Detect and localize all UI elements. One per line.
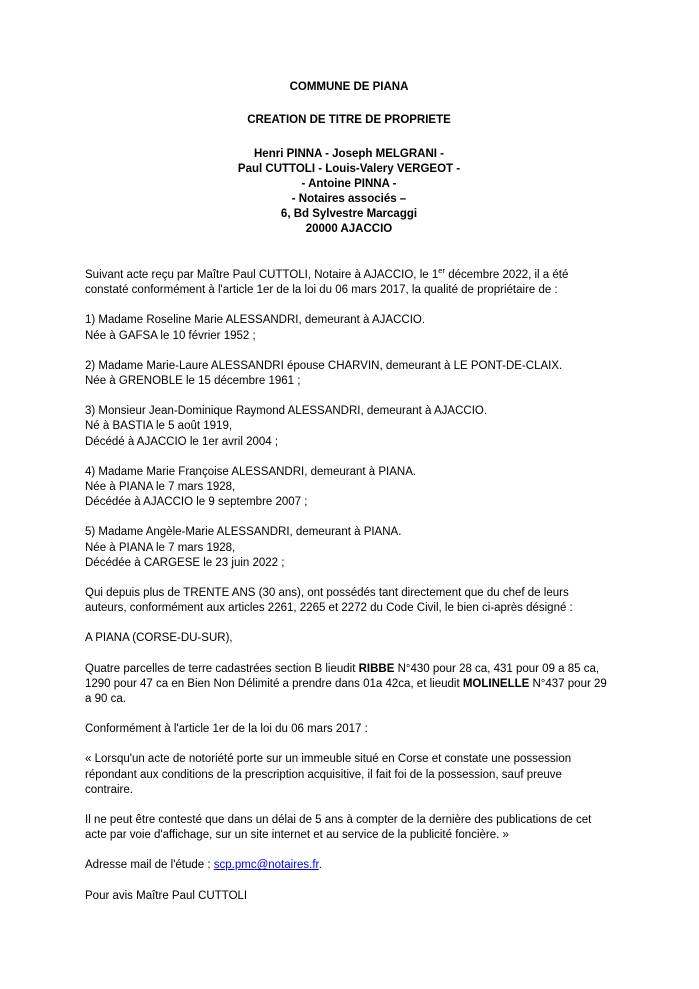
email-suffix: . <box>318 859 322 872</box>
notary-address-street: 6, Bd Sylvestre Marcaggi <box>280 208 418 220</box>
owner-death-line: Décédé à AJACCIO le 1er avril 2004 ; <box>85 435 279 448</box>
intro-part-1: Suivant acte reçu par Maître Paul CUTTOLI, Notaire à AJACCIO, le 1 <box>85 269 439 281</box>
owner-birth-line: Née à PIANA le 7 mars 1928, <box>85 481 236 494</box>
notary-office-block <box>85 128 613 237</box>
intro-part-2: décembre 2022, il a été constaté conformément à l'article 1er de la loi du 06 mars 2017, la qualité de propriétaire de : <box>85 269 569 297</box>
owner-birth-line: Née à GAFSA le 10 février 1952 ; <box>85 329 256 342</box>
parcels-paragraph <box>85 662 613 708</box>
owner-birth-line: Né à BASTIA le 5 août 1919, <box>85 420 233 433</box>
owner-entry <box>85 525 613 571</box>
notary-address-city: 20000 AJACCIO <box>305 223 393 235</box>
locality-name-molinelle: MOLINELLE <box>462 677 530 690</box>
document-content <box>85 0 613 904</box>
notary-line-1: Henri PINNA - Joseph MELGRANI - <box>254 148 444 160</box>
notary-line-3: - Antoine PINNA - <box>301 178 397 190</box>
quoted-law-paragraph-1: « Lorsqu'un acte de notoriété porte sur un immeuble situé en Corse et constate une possession répondant aux conditions de la prescription acquisitive, il fait foi de la possession, sauf preuve contraire. <box>85 753 572 796</box>
owner-entry <box>85 465 613 511</box>
notary-line-4: - Notaires associés – <box>291 193 407 205</box>
document-body <box>85 237 613 904</box>
email-link[interactable]: scp.pmc@notaires.fr <box>213 859 319 872</box>
owner-birth-line: Née à PIANA le 7 mars 1928, <box>85 541 236 554</box>
owner-entry <box>85 313 613 343</box>
parcels-middle: N°430 pour 28 ca, 431 pour 09 a 85 ca, 1290 pour 47 ca en Bien Non Délimité a prendre dans 01a 42ca, et lieudit <box>85 662 600 690</box>
owner-death-line: Décédée à CARGESE le 23 juin 2022 ; <box>85 556 285 569</box>
location-line: A PIANA (CORSE-DU-SUR), <box>85 632 233 645</box>
signature-line: Pour avis Maître Paul CUTTOLI <box>85 889 248 902</box>
document-header <box>85 0 613 237</box>
ordinal-superscript: er <box>438 266 445 276</box>
owner-identity-line: 4) Madame Marie Françoise ALESSANDRI, demeurant à PIANA. <box>85 465 417 478</box>
email-line <box>85 858 613 873</box>
parcels-tail: N°437 pour 29 a 90 ca. <box>85 677 607 706</box>
parcels-lead: Quatre parcelles de terre cadastrées section B lieudit <box>85 662 359 675</box>
owner-entry <box>85 359 613 389</box>
quoted-law-paragraph-2: Il ne peut être contesté que dans un délai de 5 ans à compter de la dernière des publications de cet acte par voie d'affichage, sur un site internet et au service de la publicité foncière. » <box>85 814 592 842</box>
owner-identity-line: 2) Madame Marie-Laure ALESSANDRI épouse CHARVIN, demeurant à LE PONT-DE-CLAIX. <box>85 359 563 372</box>
law-reference-line: Conformément à l'article 1er de la loi du 06 mars 2017 : <box>85 723 368 736</box>
locality-name-ribbe: RIBBE <box>358 662 395 675</box>
owner-birth-line: Née à GRENOBLE le 15 décembre 1961 ; <box>85 375 301 388</box>
owner-identity-line: 1) Madame Roseline Marie ALESSANDRI, demeurant à AJACCIO. <box>85 314 426 327</box>
owner-death-line: Décédée à AJACCIO le 9 septembre 2007 ; <box>85 496 308 509</box>
owner-identity-line: 3) Monsieur Jean-Dominique Raymond ALESSANDRI, demeurant à AJACCIO. <box>85 405 488 418</box>
owner-entry <box>85 404 613 450</box>
page-title: CREATION DE TITRE DE PROPRIETE <box>247 114 451 126</box>
notary-line-2: Paul CUTTOLI - Louis-Valery VERGEOT - <box>237 163 461 175</box>
possession-paragraph: Qui depuis plus de TRENTE ANS (30 ans), ont possédés tant directement que du chef de leurs auteurs, conformément aux articles 2261, 2265 et 2272 du Code Civil, le bien ci-après désigné : <box>85 587 573 615</box>
email-label: Adresse mail de l'étude : <box>85 859 214 872</box>
owner-identity-line: 5) Madame Angèle-Marie ALESSANDRI, demeurant à PIANA. <box>85 526 402 539</box>
intro-paragraph <box>85 237 613 298</box>
header-commune: COMMUNE DE PIANA <box>289 81 409 93</box>
